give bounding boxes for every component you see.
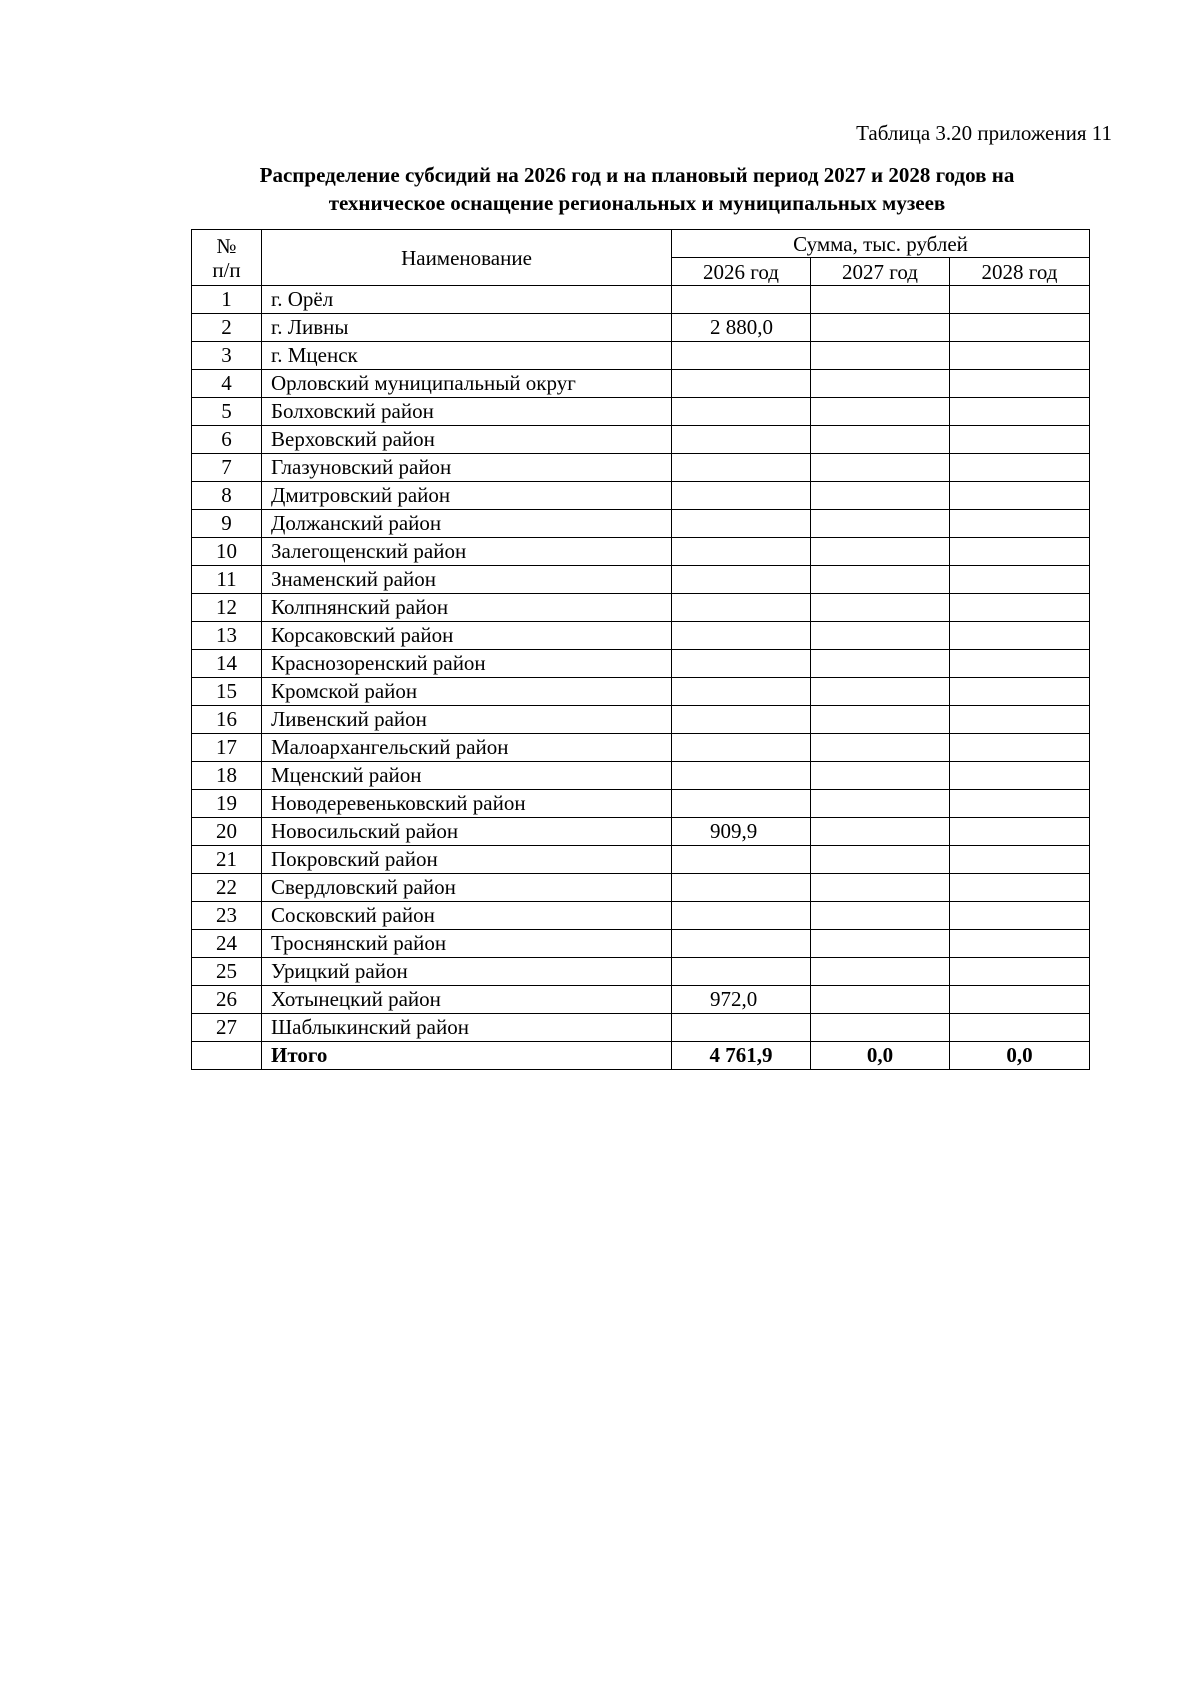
row-value-2027 [811, 930, 950, 958]
row-number: 8 [192, 482, 262, 510]
row-value-2026 [672, 538, 811, 566]
row-value-2027 [811, 986, 950, 1014]
table-row [192, 342, 1090, 370]
row-name: Корсаковский район [262, 622, 672, 650]
row-value-2026 [672, 762, 811, 790]
table-row [192, 678, 1090, 706]
row-value-2027 [811, 650, 950, 678]
row-value-2027 [811, 1014, 950, 1042]
row-name: Шаблыкинский район [262, 1014, 672, 1042]
header-year-2027: 2027 год [811, 258, 950, 286]
row-name: Хотынецкий район [262, 986, 672, 1014]
row-number: 9 [192, 510, 262, 538]
row-number: 6 [192, 426, 262, 454]
row-number: 16 [192, 706, 262, 734]
row-name: Сосковский район [262, 902, 672, 930]
table-row [192, 706, 1090, 734]
row-value-2028 [950, 930, 1090, 958]
row-name: Свердловский район [262, 874, 672, 902]
row-value-2026 [672, 678, 811, 706]
row-value-2026 [672, 1014, 811, 1042]
row-value-2027 [811, 958, 950, 986]
row-value-2028 [950, 482, 1090, 510]
row-value-2028 [950, 874, 1090, 902]
row-value-2026 [672, 482, 811, 510]
row-value-2027 [811, 454, 950, 482]
row-number: 5 [192, 398, 262, 426]
total-value-2028: 0,0 [950, 1042, 1090, 1070]
row-number: 18 [192, 762, 262, 790]
row-value-2027 [811, 286, 950, 314]
row-value-2027 [811, 370, 950, 398]
row-value-2028 [950, 1014, 1090, 1042]
row-number: 2 [192, 314, 262, 342]
row-value-2028 [950, 650, 1090, 678]
table-row [192, 426, 1090, 454]
row-number: 13 [192, 622, 262, 650]
row-value-2026 [672, 426, 811, 454]
row-name: Знаменский район [262, 566, 672, 594]
row-name: Ливенский район [262, 706, 672, 734]
row-value-2027 [811, 622, 950, 650]
document-title-line-1: Распределение субсидий на 2026 год и на плановый период 2027 и 2028 годов на [259, 163, 1015, 187]
table-row [192, 314, 1090, 342]
row-number: 14 [192, 650, 262, 678]
row-name: Залегощенский район [262, 538, 672, 566]
row-name: Урицкий район [262, 958, 672, 986]
row-value-2027 [811, 482, 950, 510]
row-value-2027 [811, 874, 950, 902]
row-value-2027 [811, 678, 950, 706]
row-value-2026 [672, 594, 811, 622]
row-value-2027 [811, 566, 950, 594]
table-row [192, 538, 1090, 566]
row-number: 12 [192, 594, 262, 622]
row-name: г. Ливны [262, 314, 672, 342]
row-value-2026 [672, 622, 811, 650]
row-value-2027 [811, 706, 950, 734]
total-value-2026: 4 761,9 [672, 1042, 811, 1070]
row-name: Дмитровский район [262, 482, 672, 510]
header-number-line-1: № [216, 233, 237, 258]
row-number: 10 [192, 538, 262, 566]
row-number: 23 [192, 902, 262, 930]
table-caption: Таблица 3.20 приложения 11 [856, 121, 1112, 145]
table-row [192, 846, 1090, 874]
row-number: 11 [192, 566, 262, 594]
table-row [192, 902, 1090, 930]
row-value-2027 [811, 398, 950, 426]
row-value-2027 [811, 818, 950, 846]
header-year-2028: 2028 год [950, 258, 1090, 286]
row-value-2027 [811, 314, 950, 342]
row-name: г. Орёл [262, 286, 672, 314]
total-value-2027: 0,0 [811, 1042, 950, 1070]
row-name: Должанский район [262, 510, 672, 538]
header-number [192, 230, 262, 286]
row-value-2028 [950, 286, 1090, 314]
header-number-line-2: п/п [212, 257, 241, 282]
row-value-2028 [950, 762, 1090, 790]
table-row [192, 734, 1090, 762]
row-name: Верховский район [262, 426, 672, 454]
row-name: Мценский район [262, 762, 672, 790]
row-number: 19 [192, 790, 262, 818]
table-row [192, 398, 1090, 426]
row-value-2028 [950, 986, 1090, 1014]
row-value-2026 [672, 342, 811, 370]
table-row [192, 566, 1090, 594]
row-name: Троснянский район [262, 930, 672, 958]
table-row [192, 762, 1090, 790]
row-value-2028 [950, 538, 1090, 566]
row-value-2026 [672, 286, 811, 314]
table-row [192, 790, 1090, 818]
table-row [192, 594, 1090, 622]
table-row [192, 1014, 1090, 1042]
row-value-2026: 972,0 [672, 986, 811, 1014]
table-row [192, 930, 1090, 958]
row-value-2027 [811, 846, 950, 874]
row-value-2026 [672, 706, 811, 734]
row-value-2028 [950, 706, 1090, 734]
total-label: Итого [262, 1042, 672, 1070]
row-number: 1 [192, 286, 262, 314]
table-row [192, 286, 1090, 314]
row-number: 27 [192, 1014, 262, 1042]
row-value-2026 [672, 398, 811, 426]
row-value-2027 [811, 342, 950, 370]
row-value-2026 [672, 566, 811, 594]
header-year-2026: 2026 год [672, 258, 811, 286]
row-value-2028 [950, 678, 1090, 706]
row-value-2026 [672, 874, 811, 902]
row-value-2026: 2 880,0 [672, 314, 811, 342]
row-value-2027 [811, 426, 950, 454]
row-value-2028 [950, 426, 1090, 454]
row-value-2028 [950, 958, 1090, 986]
row-name: г. Мценск [262, 342, 672, 370]
row-number: 4 [192, 370, 262, 398]
row-number: 25 [192, 958, 262, 986]
subsidy-table [191, 229, 1090, 1070]
table-row [192, 986, 1090, 1014]
row-value-2026 [672, 734, 811, 762]
row-value-2028 [950, 454, 1090, 482]
row-value-2028 [950, 342, 1090, 370]
row-name: Орловский муниципальный округ [262, 370, 672, 398]
document-title [180, 161, 1094, 217]
row-value-2028 [950, 370, 1090, 398]
row-value-2028 [950, 622, 1090, 650]
table-row [192, 482, 1090, 510]
row-value-2028 [950, 818, 1090, 846]
row-number: 22 [192, 874, 262, 902]
row-name: Покровский район [262, 846, 672, 874]
row-name: Краснозоренский район [262, 650, 672, 678]
table-total-row [192, 1042, 1090, 1070]
table-row [192, 818, 1090, 846]
row-value-2027 [811, 510, 950, 538]
table-row [192, 370, 1090, 398]
row-name: Новодеревеньковский район [262, 790, 672, 818]
table-row [192, 958, 1090, 986]
row-value-2028 [950, 566, 1090, 594]
row-name: Кромской район [262, 678, 672, 706]
total-number [192, 1042, 262, 1070]
table-row [192, 874, 1090, 902]
table-row [192, 510, 1090, 538]
row-value-2027 [811, 902, 950, 930]
row-value-2026: 909,9 [672, 818, 811, 846]
row-value-2028 [950, 846, 1090, 874]
row-value-2026 [672, 958, 811, 986]
table-row [192, 622, 1090, 650]
row-value-2026 [672, 846, 811, 874]
row-value-2028 [950, 902, 1090, 930]
row-value-2026 [672, 790, 811, 818]
table-header-row-1 [192, 230, 1090, 258]
row-value-2028 [950, 734, 1090, 762]
row-number: 20 [192, 818, 262, 846]
row-value-2028 [950, 398, 1090, 426]
row-value-2028 [950, 594, 1090, 622]
row-value-2027 [811, 762, 950, 790]
table-row [192, 650, 1090, 678]
row-name: Малоархангельский район [262, 734, 672, 762]
row-number: 21 [192, 846, 262, 874]
row-value-2028 [950, 510, 1090, 538]
row-name: Болховский район [262, 398, 672, 426]
row-value-2026 [672, 454, 811, 482]
row-value-2027 [811, 790, 950, 818]
row-name: Колпнянский район [262, 594, 672, 622]
row-number: 7 [192, 454, 262, 482]
row-number: 3 [192, 342, 262, 370]
row-name: Новосильский район [262, 818, 672, 846]
row-number: 17 [192, 734, 262, 762]
row-value-2026 [672, 930, 811, 958]
row-value-2028 [950, 790, 1090, 818]
row-value-2026 [672, 902, 811, 930]
row-value-2026 [672, 650, 811, 678]
row-number: 26 [192, 986, 262, 1014]
row-value-2026 [672, 370, 811, 398]
table-row [192, 454, 1090, 482]
row-name: Глазуновский район [262, 454, 672, 482]
table-body [192, 286, 1090, 1070]
row-number: 24 [192, 930, 262, 958]
row-value-2027 [811, 594, 950, 622]
row-value-2028 [950, 314, 1090, 342]
header-name: Наименование [262, 230, 672, 286]
row-value-2027 [811, 538, 950, 566]
row-number: 15 [192, 678, 262, 706]
document-title-line-2: техническое оснащение региональных и муниципальных музеев [328, 191, 946, 215]
row-value-2027 [811, 734, 950, 762]
header-sum: Сумма, тыс. рублей [672, 230, 1090, 258]
row-value-2026 [672, 510, 811, 538]
